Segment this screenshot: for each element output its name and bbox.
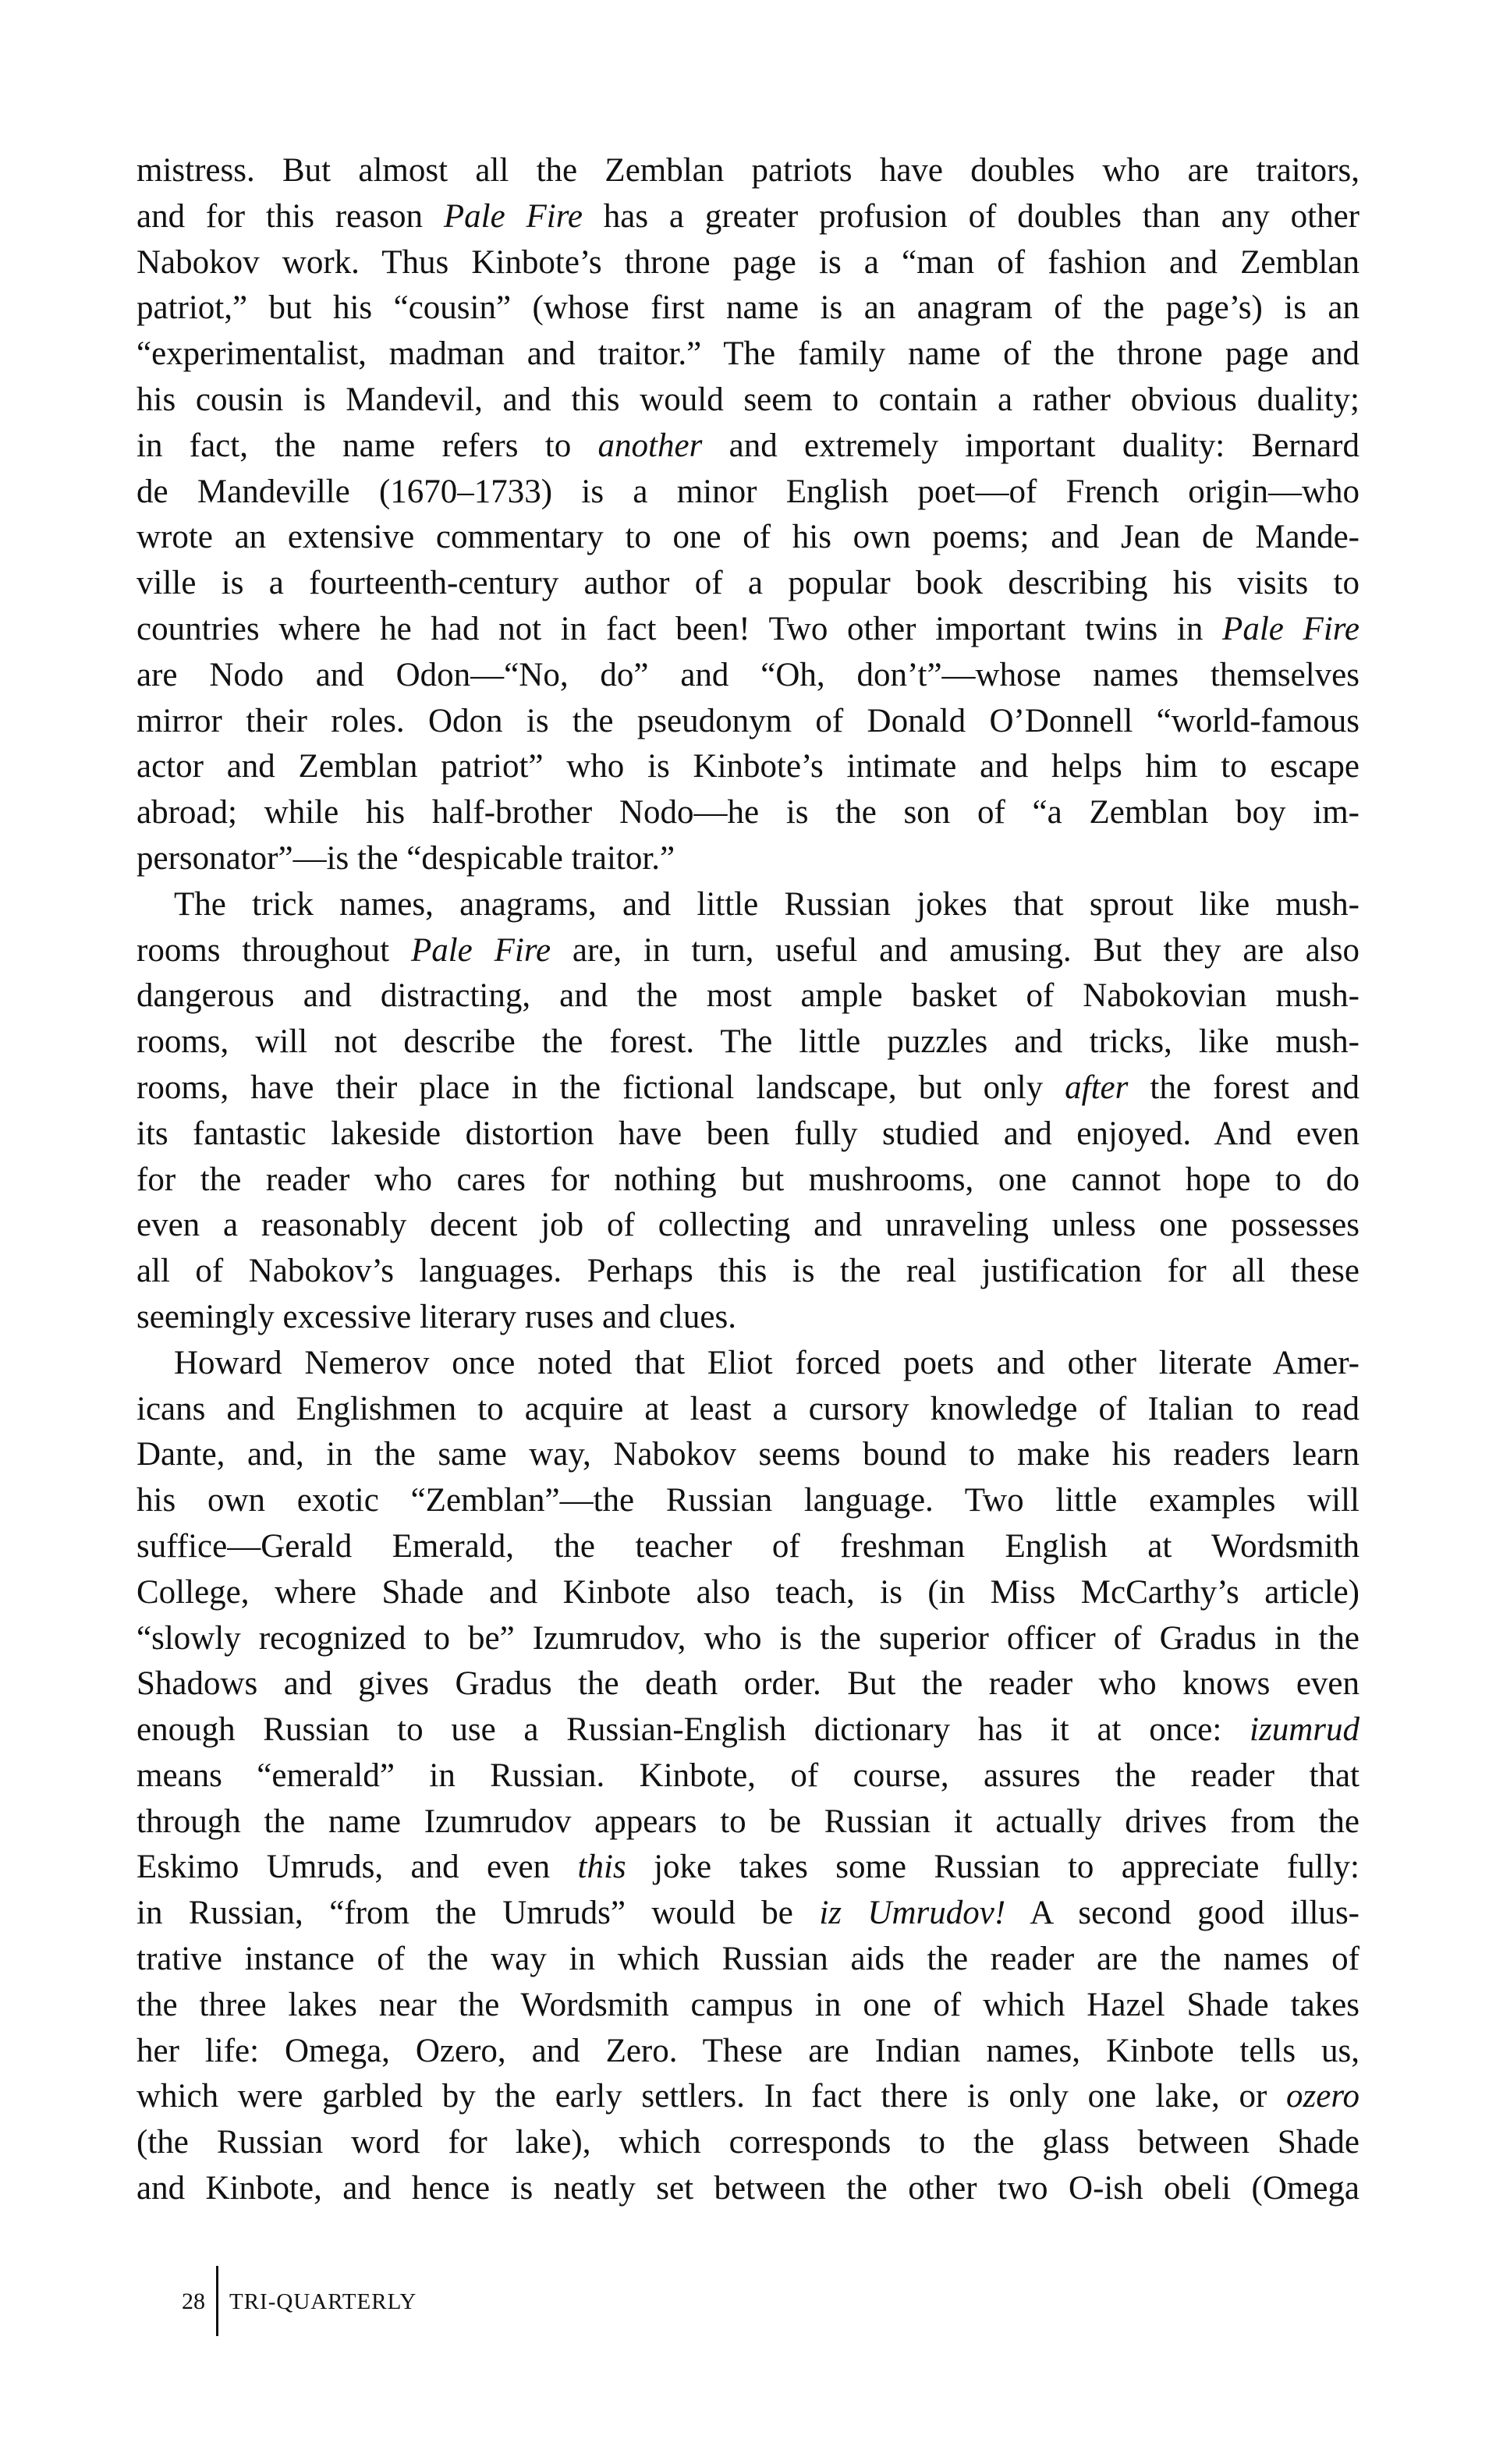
text-run: for the reader who cares for nothing but mushrooms, one cannot hope to do bbox=[136, 1161, 1360, 1198]
text-line bbox=[136, 2074, 1360, 2120]
text-run: and for this reason bbox=[136, 197, 444, 235]
text-line bbox=[136, 607, 1360, 653]
text-line bbox=[136, 378, 1360, 424]
text-line bbox=[136, 1891, 1360, 1937]
text-run: College, where Shade and Kinbote also teach, is (in Miss McCarthy’s article) bbox=[136, 1573, 1360, 1611]
page-number: 28 bbox=[182, 2289, 205, 2314]
text-line bbox=[136, 1799, 1360, 1845]
text-run: de Mandeville (1670–1733) is a minor English poet—of French origin—who bbox=[136, 473, 1360, 510]
text-run: actor and Zemblan patriot” who is Kinbote’s intimate and helps him to escape bbox=[136, 748, 1360, 785]
text-run: rooms, will not describe the forest. The little puzzles and tricks, like mush- bbox=[136, 1023, 1360, 1061]
text-line bbox=[136, 285, 1360, 331]
text-line bbox=[136, 1295, 1360, 1341]
text-run: which were garbled by the early settlers. In fact there is only one lake, or bbox=[136, 2078, 1287, 2115]
text-line bbox=[136, 194, 1360, 240]
text-line bbox=[136, 1845, 1360, 1891]
italic-text: iz Umrudov! bbox=[819, 1895, 1006, 1932]
text-run: icans and Englishmen to acquire at least a cursory knowledge of Italian to read bbox=[136, 1390, 1360, 1427]
text-run: even a reasonably decent job of collecting and unraveling unless one possesses bbox=[136, 1207, 1360, 1244]
text-line bbox=[136, 1203, 1360, 1249]
text-run: are, in turn, useful and amusing. But they are also bbox=[551, 931, 1360, 969]
text-line bbox=[136, 1661, 1360, 1707]
text-line bbox=[136, 1249, 1360, 1295]
text-run: through the name Izumrudov appears to be Russian it actually drives from the bbox=[136, 1803, 1360, 1840]
text-run: ville is a fourteenth-century author of a popular book describing his visits to bbox=[136, 565, 1360, 602]
text-line bbox=[136, 1341, 1360, 1387]
text-line bbox=[136, 744, 1360, 790]
text-run: wrote an extensive commentary to one of his own poems; and Jean de Mande- bbox=[136, 519, 1360, 556]
text-line bbox=[136, 424, 1360, 470]
text-line bbox=[136, 1158, 1360, 1204]
footer-divider bbox=[216, 2266, 218, 2336]
page-footer bbox=[182, 2266, 417, 2336]
text-line bbox=[136, 1707, 1360, 1753]
text-run: his cousin is Mandevil, and this would seem to contain a rather obvious duality; bbox=[136, 381, 1360, 418]
text-line bbox=[136, 470, 1360, 516]
text-run: and Kinbote, and hence is neatly set between the other two O-ish obeli (Omega bbox=[136, 2170, 1360, 2207]
text-run: has a greater profusion of doubles than any other bbox=[582, 197, 1360, 235]
text-line bbox=[136, 928, 1360, 974]
text-run: in fact, the name refers to bbox=[136, 427, 598, 464]
text-line bbox=[136, 1019, 1360, 1065]
italic-text: ozero bbox=[1286, 2078, 1360, 2115]
text-run: A second good illus- bbox=[1005, 1895, 1360, 1932]
italic-text: Pale Fire bbox=[443, 197, 583, 235]
italic-text: after bbox=[1065, 1069, 1129, 1106]
text-line bbox=[136, 515, 1360, 561]
text-run: countries where he had not in fact been! Two other important twins in bbox=[136, 610, 1223, 647]
text-run: “slowly recognized to be” Izumrudov, who is the superior officer of Gradus in the bbox=[136, 1619, 1360, 1657]
text-run: her life: Omega, Ozero, and Zero. These are Indian names, Kinbote tells us, bbox=[136, 2032, 1360, 2069]
text-run: Shadows and gives Gradus the death order. But the reader who knows even bbox=[136, 1665, 1360, 1703]
text-run: all of Nabokov’s languages. Perhaps this is the real justification for all these bbox=[136, 1253, 1360, 1290]
text-run: the forest and bbox=[1128, 1069, 1360, 1106]
text-run: in Russian, “from the Umruds” would be bbox=[136, 1895, 820, 1932]
text-run: the three lakes near the Wordsmith campus in one of which Hazel Shade takes bbox=[136, 1986, 1360, 2023]
text-run: personator”—is the “despicable traitor.” bbox=[136, 839, 675, 877]
text-line bbox=[136, 2120, 1360, 2166]
text-line bbox=[136, 1478, 1360, 1524]
text-run: “experimentalist, madman and traitor.” The family name of the throne page and bbox=[136, 335, 1360, 373]
text-line bbox=[136, 790, 1360, 836]
text-run: trative instance of the way in which Russian aids the reader are the names of bbox=[136, 1941, 1360, 1978]
text-run: suffice—Gerald Emerald, the teacher of freshman English at Wordsmith bbox=[136, 1527, 1360, 1565]
text-line bbox=[136, 1983, 1360, 2029]
text-run: seemingly excessive literary ruses and clues. bbox=[136, 1298, 736, 1335]
italic-text: Pale Fire bbox=[410, 931, 551, 969]
text-run: Howard Nemerov once noted that Eliot forced poets and other literate Amer- bbox=[174, 1344, 1360, 1381]
text-line bbox=[136, 1387, 1360, 1433]
italic-text: izumrud bbox=[1250, 1711, 1360, 1749]
italic-text: this bbox=[577, 1849, 626, 1886]
text-run: Eskimo Umruds, and even bbox=[136, 1849, 578, 1886]
text-run: dangerous and distracting, and the most ample basket of Nabokovian mush- bbox=[136, 977, 1360, 1015]
text-run: rooms, have their place in the fictional landscape, but only bbox=[136, 1069, 1065, 1106]
text-run: mirror their roles. Odon is the pseudonym of Donald O’Donnell “world-famous bbox=[136, 702, 1360, 739]
text-line bbox=[136, 148, 1360, 194]
body-text bbox=[136, 148, 1360, 2212]
text-line bbox=[136, 1432, 1360, 1478]
text-run: joke takes some Russian to appreciate fully: bbox=[626, 1849, 1360, 1886]
text-run: mistress. But almost all the Zemblan patriots have doubles who are traitors, bbox=[136, 152, 1360, 189]
text-line bbox=[136, 653, 1360, 699]
text-run: abroad; while his half-brother Nodo—he is the son of “a Zemblan boy im- bbox=[136, 794, 1360, 831]
text-run: its fantastic lakeside distortion have been fully studied and enjoyed. And even bbox=[136, 1115, 1360, 1152]
text-line bbox=[136, 1111, 1360, 1158]
text-line bbox=[136, 836, 1360, 882]
text-run: patriot,” but his “cousin” (whose first name is an anagram of the page’s) is an bbox=[136, 289, 1360, 327]
journal-name: TRI-QUARTERLY bbox=[229, 2289, 417, 2314]
text-run: his own exotic “Zemblan”—the Russian language. Two little examples will bbox=[136, 1482, 1360, 1519]
text-run: The trick names, anagrams, and little Russian jokes that sprout like mush- bbox=[174, 885, 1360, 923]
text-line bbox=[136, 2166, 1360, 2212]
text-run: Nabokov work. Thus Kinbote’s throne page is a “man of fashion and Zemblan bbox=[136, 243, 1360, 281]
text-run: means “emerald” in Russian. Kinbote, of course, assures the reader that bbox=[136, 1757, 1360, 1794]
text-line bbox=[136, 973, 1360, 1019]
text-line bbox=[136, 1524, 1360, 1570]
italic-text: another bbox=[597, 427, 703, 464]
text-run: and extremely important duality: Bernard bbox=[702, 427, 1360, 464]
text-line bbox=[136, 561, 1360, 607]
text-line bbox=[136, 2029, 1360, 2075]
text-run: Dante, and, in the same way, Nabokov seems bound to make his readers learn bbox=[136, 1436, 1360, 1473]
text-line bbox=[136, 331, 1360, 378]
text-line bbox=[136, 1065, 1360, 1111]
text-line bbox=[136, 1753, 1360, 1799]
text-line bbox=[136, 1616, 1360, 1662]
text-line bbox=[136, 699, 1360, 745]
text-run: rooms throughout bbox=[136, 931, 411, 969]
italic-text: Pale Fire bbox=[1222, 610, 1360, 647]
text-run: (the Russian word for lake), which corresponds to the glass between Shade bbox=[136, 2124, 1360, 2161]
text-run: are Nodo and Odon—“No, do” and “Oh, don’t”—whose names themselves bbox=[136, 656, 1360, 693]
text-run: enough Russian to use a Russian-English dictionary has it at once: bbox=[136, 1711, 1250, 1749]
text-line bbox=[136, 1937, 1360, 1983]
text-line bbox=[136, 240, 1360, 286]
text-line bbox=[136, 1570, 1360, 1616]
text-line bbox=[136, 882, 1360, 928]
